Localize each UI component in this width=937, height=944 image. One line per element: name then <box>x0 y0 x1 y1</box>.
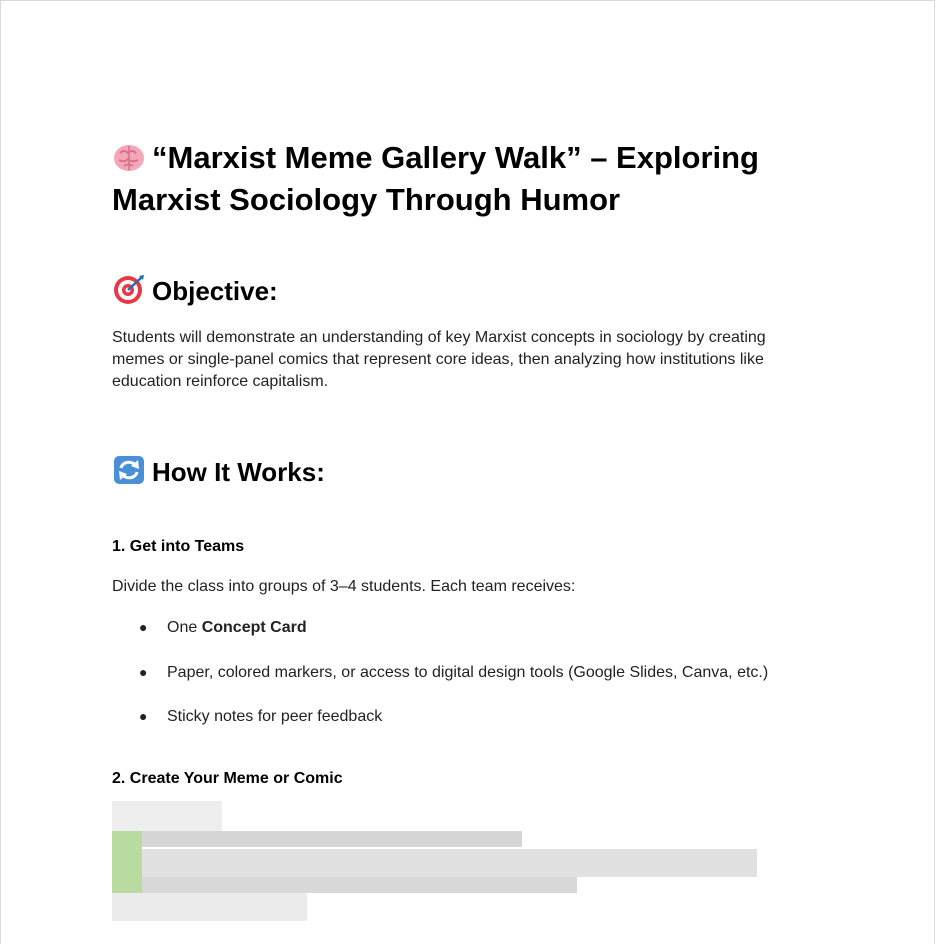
step2-heading: 2. Create Your Meme or Comic <box>112 770 343 787</box>
objective-heading-text: Objective: <box>152 276 278 306</box>
objective-heading <box>112 273 278 308</box>
list-item <box>139 661 768 684</box>
title-line2: Marxist Sociology Through Humor <box>112 182 621 217</box>
redacted-content <box>112 801 772 925</box>
list-item-text: Paper, colored markers, or access to digital design tools (Google Slides, Canva, etc.) <box>167 664 769 681</box>
step1-heading: 1. Get into Teams <box>112 538 245 555</box>
step1-intro: Divide the class into groups of 3–4 students. Each team receives: <box>112 578 576 595</box>
how-it-works-heading-text: How It Works: <box>152 457 325 487</box>
list-item <box>139 705 382 728</box>
target-icon <box>112 273 146 305</box>
arrows-cycle-icon <box>112 454 146 486</box>
page-title <box>112 137 832 221</box>
list-item-text: Sticky notes for peer feedback <box>167 708 383 725</box>
objective-text: Students will demonstrate an understanding of key Marxist concepts in sociology by creating memes or single-panel comics that represent core ideas, then analyzing how institutions like education reinforce capitalism. <box>112 329 766 390</box>
bullet-icon: ● <box>139 619 148 635</box>
brain-icon <box>112 141 146 173</box>
list-item-bold: Concept Card <box>201 619 307 636</box>
bullet-icon: ● <box>139 708 148 724</box>
how-it-works-heading <box>112 454 325 489</box>
title-line1: “Marxist Meme Gallery Walk” – Exploring <box>152 140 759 175</box>
bullet-icon: ● <box>139 664 148 680</box>
list-item-prefix: One <box>167 619 202 636</box>
list-item <box>139 616 307 639</box>
